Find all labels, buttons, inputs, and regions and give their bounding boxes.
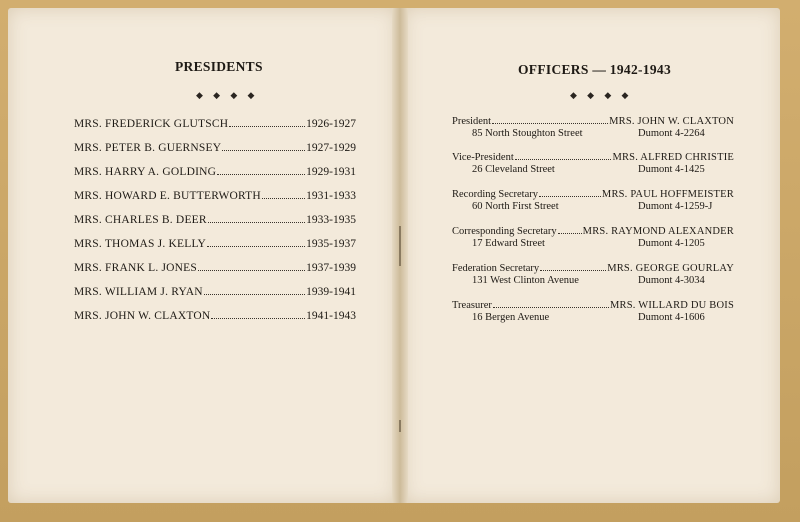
president-row xyxy=(74,285,356,299)
dot-leader xyxy=(493,299,609,308)
president-row xyxy=(74,309,356,323)
dot-leader xyxy=(204,285,305,295)
president-row xyxy=(74,165,356,179)
right-page xyxy=(404,8,780,503)
president-name: MRS. WILLIAM J. RYAN xyxy=(74,286,203,298)
officer-address: 17 Edward Street xyxy=(472,238,545,249)
dot-leader xyxy=(211,309,305,319)
dot-leader xyxy=(515,151,612,160)
officer-address: 60 North First Street xyxy=(472,201,559,212)
officer-entry xyxy=(452,151,734,177)
officer-title: Recording Secretary xyxy=(452,189,539,200)
officer-title: Federation Secretary xyxy=(452,263,540,274)
officer-phone: Dumont 4-1205 xyxy=(638,238,705,249)
president-name: MRS. FRANK L. JONES xyxy=(74,262,197,274)
dot-leader xyxy=(198,261,305,271)
officer-phone: Dumont 4-1259-J xyxy=(638,201,713,212)
officer-phone: Dumont 4-3034 xyxy=(638,275,705,286)
president-name: MRS. JOHN W. CLAXTON xyxy=(74,310,211,322)
binding-stitch xyxy=(399,226,401,266)
officer-address: 131 West Clinton Avenue xyxy=(472,275,579,286)
binding-stitch xyxy=(399,420,401,432)
president-name: MRS. PETER B. GUERNSEY xyxy=(74,142,222,154)
dot-leader xyxy=(229,117,305,127)
president-name: MRS. HOWARD E. BUTTERWORTH xyxy=(74,190,261,202)
dot-leader xyxy=(540,262,606,271)
officers-ornament: ◆ ◆ ◆ ◆ xyxy=(570,90,633,100)
officer-title: President xyxy=(452,116,492,127)
president-years: 1927-1929 xyxy=(306,142,356,154)
officer-name: MRS. ALFRED CHRISTIE xyxy=(612,152,734,163)
president-row xyxy=(74,213,356,227)
officer-phone: Dumont 4-1606 xyxy=(638,312,705,323)
dot-leader xyxy=(539,188,601,197)
left-page xyxy=(8,8,396,503)
president-row xyxy=(74,141,356,155)
president-years: 1941-1943 xyxy=(306,310,356,322)
presidents-heading: PRESIDENTS xyxy=(175,59,263,74)
officer-title: Treasurer xyxy=(452,300,492,311)
dot-leader xyxy=(217,165,305,175)
president-years: 1935-1937 xyxy=(306,238,356,250)
president-row xyxy=(74,261,356,275)
president-years: 1933-1935 xyxy=(306,214,356,226)
president-years: 1939-1941 xyxy=(306,286,356,298)
officer-entry xyxy=(452,115,734,141)
officer-name: MRS. JOHN W. CLAXTON xyxy=(609,116,734,127)
president-years: 1926-1927 xyxy=(306,118,356,130)
presidents-ornament: ◆ ◆ ◆ ◆ xyxy=(196,90,259,100)
president-row xyxy=(74,189,356,203)
officer-address: 85 North Stoughton Street xyxy=(472,128,583,139)
officers-heading: OFFICERS — 1942-1943 xyxy=(518,62,672,77)
president-name: MRS. FREDERICK GLUTSCH xyxy=(74,118,229,130)
dot-leader xyxy=(222,141,305,151)
president-name: MRS. CHARLES B. DEER xyxy=(74,214,207,226)
president-row xyxy=(74,237,356,251)
officer-entry xyxy=(452,299,734,325)
officer-address: 26 Cleveland Street xyxy=(472,164,555,175)
president-years: 1931-1933 xyxy=(306,190,356,202)
officer-title: Corresponding Secretary xyxy=(452,226,557,237)
officer-entry xyxy=(452,225,734,251)
president-row xyxy=(74,117,356,131)
dot-leader xyxy=(492,115,608,124)
officer-name: MRS. GEORGE GOURLAY xyxy=(607,263,734,274)
officer-entry xyxy=(452,262,734,288)
officer-phone: Dumont 4-2264 xyxy=(638,128,705,139)
president-years: 1929-1931 xyxy=(306,166,356,178)
president-name: MRS. HARRY A. GOLDING xyxy=(74,166,217,178)
officer-name: MRS. WILLARD DU BOIS xyxy=(610,300,734,311)
officer-title: Vice-President xyxy=(452,152,514,163)
officer-name: MRS. RAYMOND ALEXANDER xyxy=(582,226,734,237)
president-years: 1937-1939 xyxy=(306,262,356,274)
dot-leader xyxy=(558,225,582,234)
dot-leader xyxy=(207,237,305,247)
officer-address: 16 Bergen Avenue xyxy=(472,312,550,323)
officer-entry xyxy=(452,188,734,214)
officer-phone: Dumont 4-1425 xyxy=(638,164,705,175)
dot-leader xyxy=(208,213,305,223)
president-name: MRS. THOMAS J. KELLY xyxy=(74,238,207,250)
dot-leader xyxy=(262,189,305,199)
officer-name: MRS. PAUL HOFFMEISTER xyxy=(601,189,734,200)
